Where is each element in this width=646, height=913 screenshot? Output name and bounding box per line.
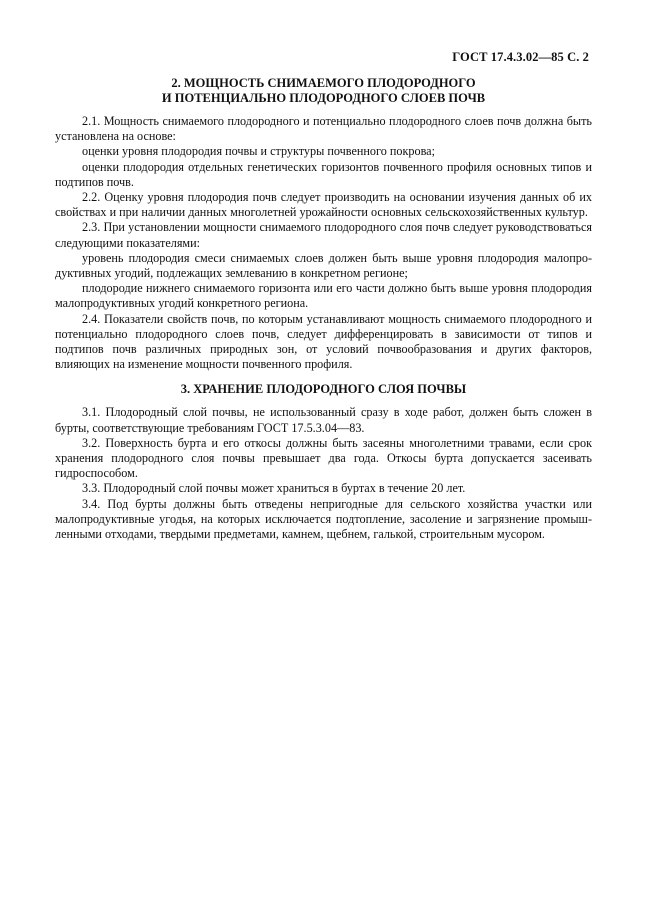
paragraph-2-4: 2.4. Показатели свойств почв, по которым устанавливают мощность снимаемого плодородного и потенциально плодородного слоев почв, следует дифференцировать в зависимости от типов и подтипов почв различных природных зон, от условий почвообразования и других факторов, влияющих на изменение мощности почвенного профиля. (55, 311, 592, 372)
paragraph-2-1: 2.1. Мощность снимаемого плодородного и потенциально плодородного слоев почв должна быть установлена на основе: (55, 114, 592, 144)
paragraph-3-2: 3.2. Поверхность бурта и его откосы должны быть засеяны многолетними травами, если срок хранения плодородного слоя почвы превышает два года. Откосы бурта допускается засеивать гидроспособом. (55, 435, 592, 481)
document-body (55, 76, 592, 542)
paragraph-3-1: 3.1. Плодородный слой почвы, не использованный сразу в ходе работ, должен быть сложен в бурты, соответствующие требованиям ГОСТ 17.5.3.04—83. (55, 405, 592, 435)
paragraph-3-4: 3.4. Под бурты должны быть отведены непригодные для сельского хозяйства участки или малопродуктивные угодья, на которых исключается подтопление, засоление и загрязнение промышленными отходами, твердыми предметами, камнем, щебнем, галькой, строительным мусором. (55, 496, 592, 542)
paragraph-2-1-item-2: оценки плодородия отдельных генетических горизонтов почвенного профиля основных типов и подтипов почв. (55, 159, 592, 189)
page-header: ГОСТ 17.4.3.02—85 С. 2 (452, 50, 589, 64)
section-2-title-line-2: И ПОТЕНЦИАЛЬНО ПЛОДОРОДНОГО СЛОЕВ ПОЧВ (161, 91, 486, 105)
section-2-title-line-1: 2. МОЩНОСТЬ СНИМАЕМОГО ПЛОДОРОДНОГО (171, 76, 476, 90)
paragraph-2-2: 2.2. Оценку уровня плодородия почв следует производить на основании изучения данных об их свойствах и при наличии данных многолетней урожайности основных сельскохозяйственных культур. (55, 190, 592, 220)
section-3-heading: 3. ХРАНЕНИЕ ПЛОДОРОДНОГО СЛОЯ ПОЧВЫ (180, 382, 467, 397)
section-2-heading (55, 76, 592, 106)
paragraph-2-3-item-2: плодородие нижнего снимаемого горизонта или его части должно быть выше уровня плодородия малопродуктивных угодий конкретного региона. (55, 281, 592, 311)
paragraph-3-3: 3.3. Плодородный слой почвы может храниться в буртах в течение 20 лет. (82, 481, 466, 496)
paragraph-2-3: 2.3. При установлении мощности снимаемого плодородного слоя почв следует руководствоваться следующими показателями: (55, 220, 592, 250)
paragraph-2-3-item-1: уровень плодородия смеси снимаемых слоев должен быть выше уровня плодородия малопродуктивных угодий, подлежащих землеванию в конкретном регионе; (55, 250, 592, 281)
paragraph-2-1-item-1: оценки уровня плодородия почвы и структуры почвенного покрова; (82, 144, 435, 159)
